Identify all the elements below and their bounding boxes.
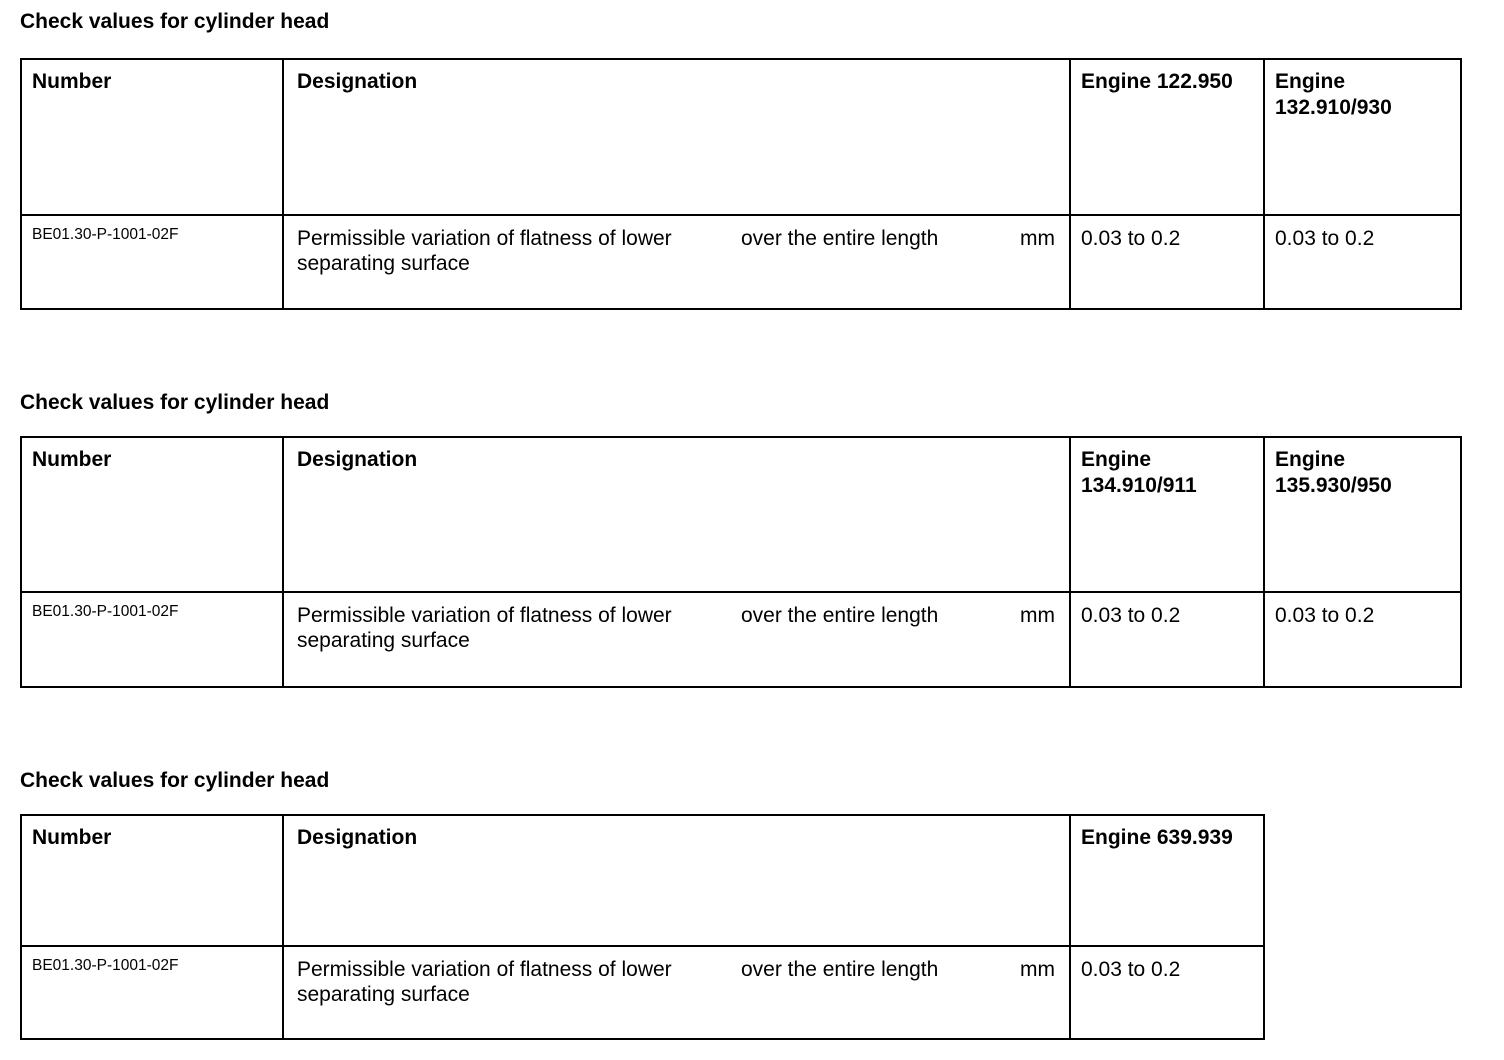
unit-text: mm — [1020, 227, 1055, 250]
designation-cell — [283, 592, 1070, 687]
table-row — [21, 592, 1461, 687]
number-column-header: Number — [21, 815, 283, 946]
section-title: Check values for cylinder head — [20, 10, 330, 33]
check-values-table — [20, 814, 1265, 1040]
value-cell: 0.03 to 0.2 — [1264, 592, 1461, 687]
number-column-header: Number — [21, 59, 283, 215]
condition-text: over the entire length — [741, 604, 939, 627]
section-title: Check values for cylinder head — [20, 391, 330, 414]
table-header-row — [21, 437, 1461, 592]
designation-text: Permissible variation of flatness of lower separating surface — [297, 227, 672, 275]
unit-text: mm — [1020, 958, 1055, 981]
engine-column-header: Engine 639.939 — [1070, 815, 1264, 946]
condition-text: over the entire length — [741, 227, 939, 250]
number-cell: BE01.30-P-1001-02F — [21, 946, 283, 1039]
designation-column-header: Designation — [283, 59, 1070, 215]
section-title: Check values for cylinder head — [20, 769, 330, 792]
number-column-header: Number — [21, 437, 283, 592]
designation-text: Permissible variation of flatness of lower separating surface — [297, 958, 672, 1006]
engine-column-header: Engine 135.930/950 — [1264, 437, 1461, 592]
designation-cell — [283, 215, 1070, 309]
engine-column-header: Engine 122.950 — [1070, 59, 1264, 215]
unit-text: mm — [1020, 604, 1055, 627]
designation-text: Permissible variation of flatness of lower separating surface — [297, 604, 672, 652]
table-header-row — [21, 59, 1461, 215]
value-cell: 0.03 to 0.2 — [1070, 592, 1264, 687]
value-cell: 0.03 to 0.2 — [1070, 946, 1264, 1039]
table-header-row — [21, 815, 1264, 946]
engine-column-header: Engine 134.910/911 — [1070, 437, 1264, 592]
table-row — [21, 215, 1461, 309]
number-cell: BE01.30-P-1001-02F — [21, 592, 283, 687]
value-cell: 0.03 to 0.2 — [1070, 215, 1264, 309]
designation-column-header: Designation — [283, 437, 1070, 592]
number-cell: BE01.30-P-1001-02F — [21, 215, 283, 309]
value-cell: 0.03 to 0.2 — [1264, 215, 1461, 309]
engine-column-header: Engine 132.910/930 — [1264, 59, 1461, 215]
check-values-table — [20, 58, 1462, 310]
table-row — [21, 946, 1264, 1039]
condition-text: over the entire length — [741, 958, 939, 981]
designation-cell — [283, 946, 1070, 1039]
check-values-table — [20, 436, 1462, 688]
designation-column-header: Designation — [283, 815, 1070, 946]
